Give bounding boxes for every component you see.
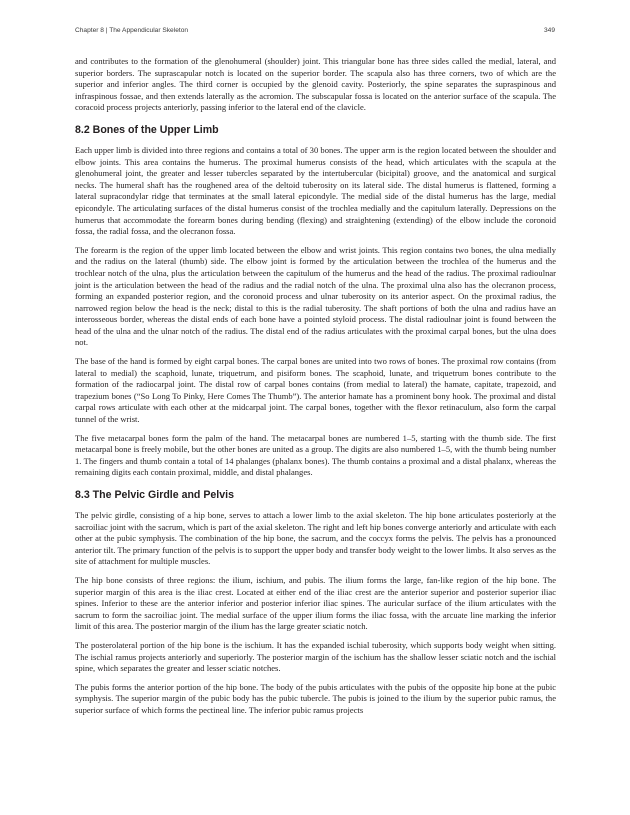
paragraph-scapula: and contributes to the formation of the glenohumeral (shoulder) joint. This triangular bone has three sides called the medial, lateral, and superior borders. The suprascapular notch is located on the superior border. The scapula also has three corners, two of which are the superior and inferior angles. The third corner is occupied by the glenoid cavity. Posteriorly, the spine separates the supraspinous and infraspinous fossae, and then extends laterally as the acromion. The subscapular fossa is located on the anterior surface of the scapula. The coracoid process projects anteriorly, passing inferior to the lateral end of the clavicle. [75, 56, 556, 113]
chapter-title: Chapter 8 | The Appendicular Skeleton [75, 27, 189, 34]
paragraph-pelvic-girdle: The pelvic girdle, consisting of a hip bone, serves to attach a lower limb to the axial skeleton. The hip bone articulates posteriorly at the sacroiliac joint with the sacrum, which is part of the axial skeleton. The right and left hip bones converge anteriorly and articulate with each other at the pubic symphysis. The combination of the hip bone, the sacrum, and the coccyx forms the pelvis. The pelvis has a pronounced anterior tilt. The primary function of the pelvis is to support the upper body and transfer body weight to the lower limbs. It also serves as the site of attachment for multiple muscles. [75, 510, 556, 567]
paragraph-forearm: The forearm is the region of the upper limb located between the elbow and wrist joints. This region contains two bones, the ulna medially and the radius on the lateral (thumb) side. The elbow joint is formed by the articulation between the trochlea of the humerus and the trochlear notch of the ulna, plus the articulation between the capitulum of the humerus and the head of the radius. The proximal radioulnar joint is the articulation between the head of the radius and the radial notch of the ulna. The proximal ulna also has the olecranon process, forming an expanded posterior region, and the coronoid process and ulnar tuberosity on its anterior aspect. On the proximal radius, the narrowed region below the head is the neck; distal to this is the radial tuberosity. The shaft portions of both the ulna and radius have an interosseous border, whereas the distal ends of each bone have a pointed styloid process. The distal radioulnar joint is found between the head of the ulna and the ulnar notch of the radius. The distal end of the radius articulates with the proximal carpal bones, but the ulna does not. [75, 244, 556, 348]
paragraph-ischium: The posterolateral portion of the hip bone is the ischium. It has the expanded ischial tuberosity, which supports body weight when sitting. The ischial ramus projects anteriorly and superiorly. The posterior margin of the ischium has the shallow lesser sciatic notch and the ischial spine, which separates the greater and lesser sciatic notches. [75, 639, 556, 674]
paragraph-hip-bone: The hip bone consists of three regions: the ilium, ischium, and pubis. The ilium forms the large, fan-like region of the hip bone. The superior margin of this area is the iliac crest. Located at either end of the iliac crest are the anterior superior and posterior superior iliac spines. Inferior to these are the anterior inferior and posterior inferior iliac spines. The auricular surface of the ilium articulates with the sacrum to form the sacroiliac joint. The medial surface of the upper ilium forms the iliac fossa, with the arcuate line marking the inferior limit of this area. The posterior margin of the ilium has the large greater sciatic notch. [75, 574, 556, 632]
page-number: 349 [543, 27, 555, 34]
paragraph-upper-limb: Each upper limb is divided into three regions and contains a total of 30 bones. The upper arm is the region located between the shoulder and elbow joints. This area contains the humerus. The proximal humerus consists of the head, which articulates with the scapula at the glenohumeral joint, the greater and lesser tubercles separated by the intertubercular (bicipital) groove, and the anatomical and surgical necks. The humeral shaft has the roughened area of the deltoid tuberosity on its lateral side. The distal humerus is flattened, forming a lateral supracondylar ridge that terminates at the small lateral epicondyle. The medial side of the distal humerus has the large, medial epicondyle. The articulating surfaces of the distal humerus consist of the trochlea medially and the capitulum laterally. Depressions on the humerus that accommodate the forearm bones during bending (flexing) and straightening (extending) of the elbow include the coronoid fossa, the radial fossa, and the olecranon fossa. [75, 144, 556, 237]
section-heading-8-3: 8.3 The Pelvic Girdle and Pelvis [75, 489, 234, 501]
page-header [75, 27, 555, 39]
page-content [75, 56, 556, 724]
paragraph-metacarpal: The five metacarpal bones form the palm of the hand. The metacarpal bones are numbered 1–5, starting with the thumb side. The first metacarpal bone is freely mobile, but the other bones are united as a group. The digits are also numbered 1–5, with the thumb being number 1. The fingers and thumb contain a total of 14 phalanges (phalanx bones). The thumb contains a proximal and a distal phalanx, whereas the remaining digits each contain proximal, middle, and distal phalanges. [75, 432, 556, 478]
section-heading-8-2: 8.2 Bones of the Upper Limb [75, 123, 219, 136]
paragraph-carpal: The base of the hand is formed by eight carpal bones. The carpal bones are united into two rows of bones. The proximal row contains (from lateral to medial) the scaphoid, lunate, triquetrum, and pisiform bones. The scaphoid, lunate, and triquetrum bones contribute to the formation of the radiocarpal joint. The distal row of carpal bones contains (from medial to lateral) the hamate, capitate, trapezoid, and trapezium bones (“So Long To Pinky, Here Comes The Thumb”). The anterior hamate has a prominent bony hook. The proximal and distal carpal rows articulate with each other at the midcarpal joint. The carpal bones, together with the flexor retinaculum, also form the carpal tunnel of the wrist. [75, 356, 556, 425]
paragraph-pubis: The pubis forms the anterior portion of the hip bone. The body of the pubis articulates with the pubis of the opposite hip bone at the pubic symphysis. The superior margin of the pubic body has the pubic tubercle. The pubis is joined to the ilium by the superior pubic ramus, the superior surface of which forms the pectineal line. The inferior pubic ramus projects [75, 681, 556, 715]
